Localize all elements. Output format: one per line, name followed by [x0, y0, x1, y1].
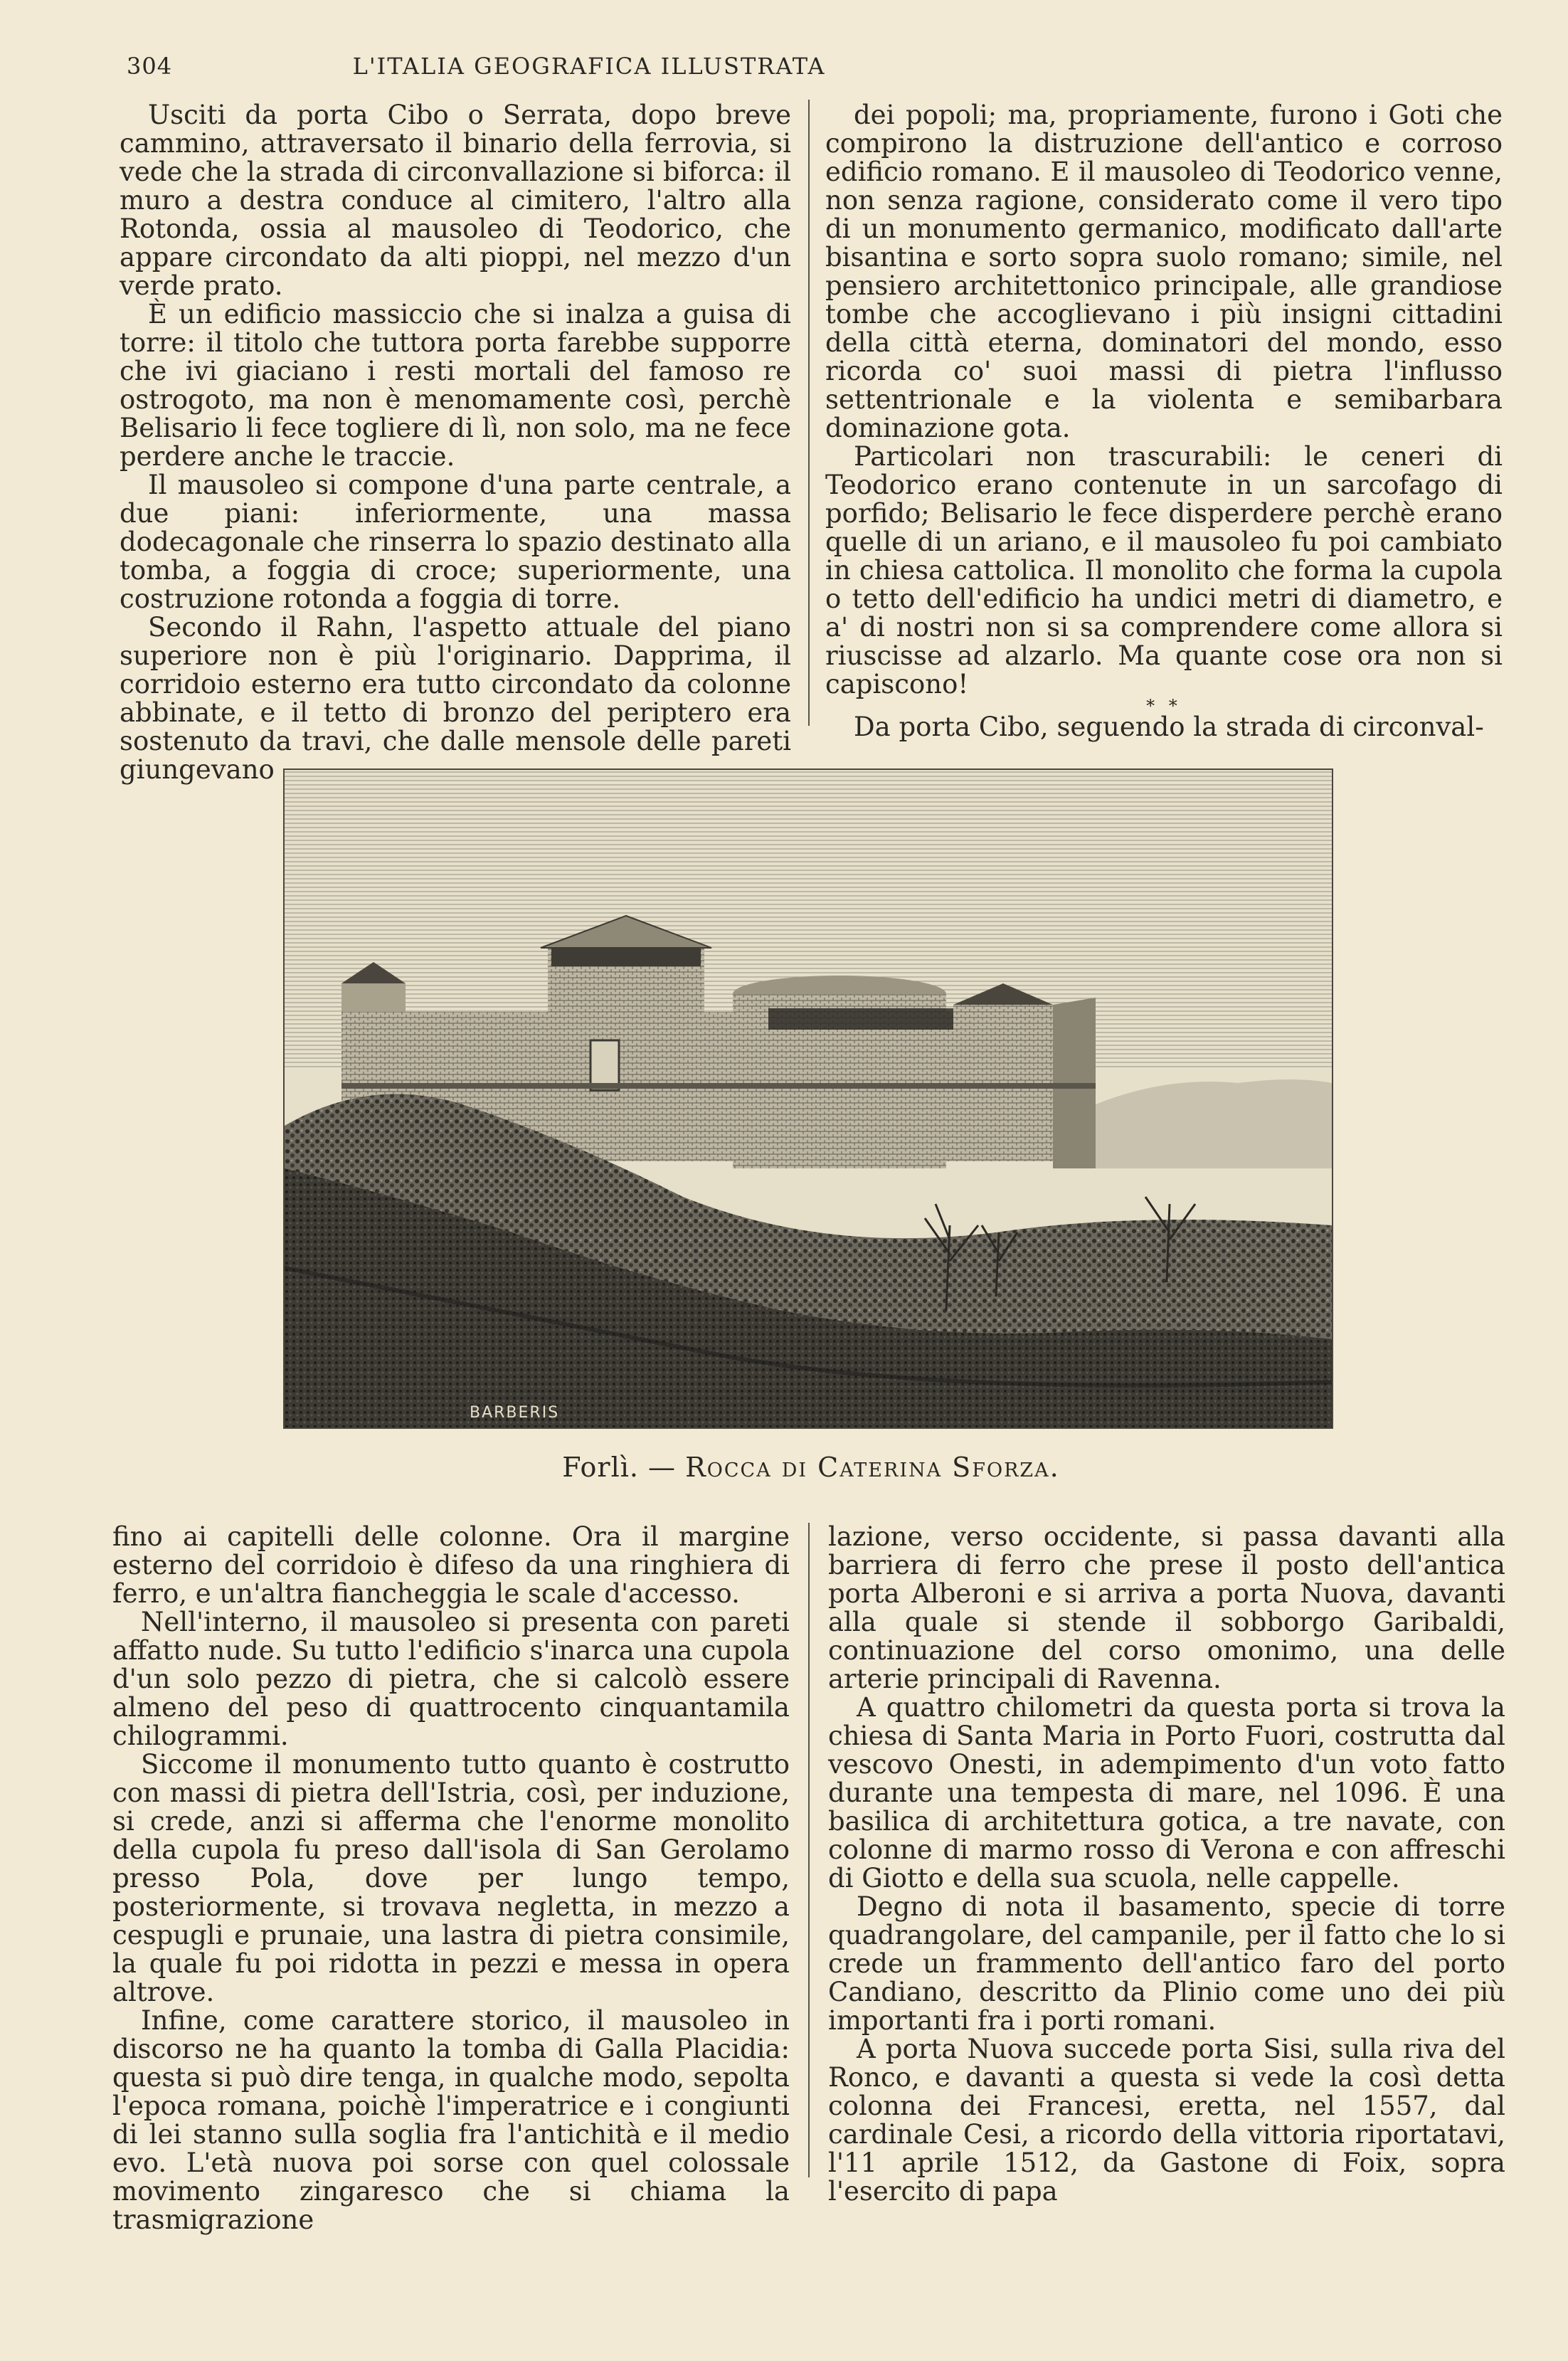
column-rule	[808, 100, 810, 726]
paragraph: A porta Nuova succede porta Sisi, sulla riva del Ronco, e davanti a questa si vede la così detta colonna dei Francesi, eretta, nel 1557, dal cardinale Cesi, a ricordo della vittoria riportatavi, l'11 aprile 1512, da Gastone di Foix, sopra l'esercito di papa	[828, 2034, 1505, 2207]
paragraph: Usciti da porta Cibo o Serrata, dopo breve cammino, attraversato il binario della ferrovia, si vede che la strada di circonvallazione si biforca: il muro a destra conduce al cimitero, l'altro alla Rotonda, ossia al mausoleo di Teodorico, che appare circondato da alti pioppi, nel mezzo d'un verde prato.	[120, 100, 791, 301]
paragraph: Infine, come carattere storico, il mausoleo in discorso ne ha quanto la tomba di Galla Placidia: questa si può dire tenga, in qualche modo, sepolta l'epoca romana, poichè l'imperatrice e i congiunti di lei stanno sulla soglia fra l'antichità e il medio evo. L'età nuova poi sorse con quel colossale movimento zingaresco che si chiama la trasmigrazione	[112, 2005, 790, 2235]
paragraph: Nell'interno, il mausoleo si presenta con pareti affatto nude. Su tutto l'edificio s'inarca una cupola d'un solo pezzo di pietra, che si calcolò essere almeno del peso di quattrocento cinquantamila chilogrammi.	[112, 1607, 790, 1751]
paragraph: Secondo il Rahn, l'aspetto attuale del piano superiore non è più l'originario. Dapprima, il corridoio esterno era tutto circondato da colonne abbinate, e il tetto di bronzo del periptero era sostenuto da travi, che dalle mensole delle pareti giungevano	[120, 612, 791, 785]
engraving-illustration	[283, 768, 1333, 1429]
paragraph: È un edificio massiccio che si inalza a guisa di torre: il titolo che tuttora porta farebbe supporre che ivi giaciano i resti mortali del famoso re ostrogoto, ma non è menomamente così, perchè Belisario li fece togliere di lì, non solo, ma ne fece perdere anche le traccie.	[120, 299, 791, 472]
paragraph: Degno di nota il basamento, specie di torre quadrangolare, del campanile, per il fatto che lo si crede un frammento dell'antico faro del porto Candiano, descritto da Plinio come uno dei più importanti fra i porti romani.	[828, 1891, 1505, 2036]
caption-place: Forlì.	[562, 1452, 639, 1483]
engraver-signature: BARBERIS	[470, 1404, 560, 1422]
column-rule	[808, 1523, 810, 2177]
paragraph: lazione, verso occidente, si passa davanti alla barriera di ferro che prese il posto dell'antica porta Alberoni e si arriva a porta Nuova, davanti alla quale si stende il sobborgo Garibaldi, continuazione del corso omonimo, una delle arterie principali di Ravenna.	[828, 1521, 1505, 1694]
caption-title: Rocca di Caterina Sforza.	[685, 1452, 1060, 1483]
rocca-engraving	[285, 770, 1332, 1427]
page-header	[127, 53, 1042, 84]
paragraph: Siccome il monumento tutto quanto è costrutto con massi di pietra dell'Istria, così, per induzione, si crede, anzi si afferma che l'enorme monolito della cupola fu preso dall'isola di San Gerolamo presso Pola, dove per lungo tempo, posteriormente, si trovava negletta, in mezzo a cespugli e prunaie, una lastra di pietra consimile, la quale fu poi ridotta in pezzi e messa in opera altrove.	[112, 1749, 790, 2007]
caption-dash: —	[648, 1452, 677, 1483]
paragraph: fino ai capitelli delle colonne. Ora il margine esterno del corridoio è difeso da una ringhiera di ferro, e un'altra fiancheggia le scale d'accesso.	[112, 1521, 790, 1609]
figure-caption	[562, 1452, 1060, 1483]
page-number: 304	[127, 53, 173, 80]
running-title: L'ITALIA GEOGRAFICA ILLUSTRATA	[352, 53, 826, 80]
paragraph: Da porta Cibo, seguendo la strada di circonval-	[854, 712, 1484, 742]
paragraph: Particolari non trascurabili: le ceneri di Teodorico erano contenute in un sarcofago di porfido; Belisario le fece disperdere perchè erano quelle di un ariano, e il mausoleo fu poi cambiato in chiesa cattolica. Il monolito che forma la cupola o tetto dell'edificio ha undici metri di diametro, e a' di nostri non si sa comprendere come allora si riuscisse ad alzarlo. Ma quante cose ora non si capiscono!	[825, 441, 1503, 699]
distant-hills	[1096, 1079, 1332, 1168]
section-separator: * *	[1146, 696, 1182, 716]
column-bottom-left	[112, 1523, 790, 2234]
paragraph: dei popoli; ma, propriamente, furono i Goti che compirono la distruzione dell'antico e corroso edificio romano. E il mausoleo di Teodorico venne, non senza ragione, considerato come il vero tipo di un monumento germanico, modificato dall'arte bisantina e sorto sopra suolo romano; simile, nel pensiero architettonico principale, alle grandiose tombe che accoglievano i più insigni cittadini della città eterna, dominatori del mondo, esso ricorda co' suoi massi di pietra l'influsso settentrionale e la violenta e semibarbara dominazione gota.	[825, 100, 1503, 443]
column-top-right	[825, 101, 1503, 741]
column-bottom-right	[828, 1523, 1505, 2206]
column-top-left	[120, 101, 791, 784]
paragraph: A quattro chilometri da questa porta si trova la chiesa di Santa Maria in Porto Fuori, costrutta dal vescovo Onesti, in adempimento d'un voto fatto durante una tempesta di mare, nel 1096. È una basilica di architettura gotica, a tre navate, con colonne di marmo rosso di Verona e con affreschi di Giotto e della sua scuola, nelle cappelle.	[828, 1692, 1505, 1893]
paragraph: Il mausoleo si compone d'una parte centrale, a due piani: inferiormente, una massa dodecagonale che rinserra lo spazio destinato alla tomba, a foggia di croce; superiormente, una costruzione rotonda a foggia di torre.	[120, 470, 791, 614]
